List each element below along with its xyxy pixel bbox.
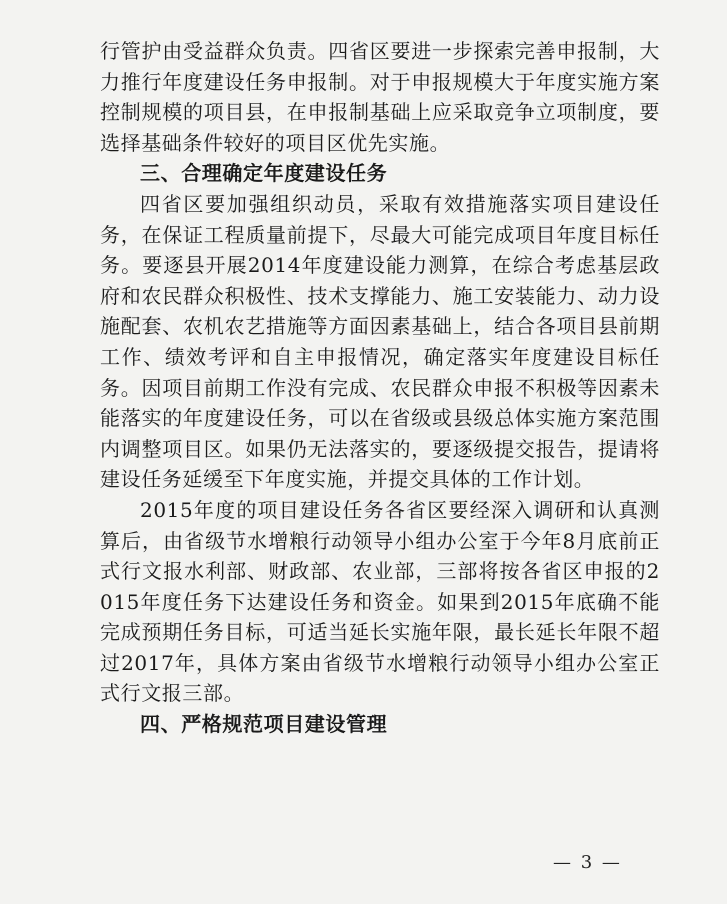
page-number: — 3 — bbox=[553, 852, 622, 873]
section-heading-three: 三、合理确定年度建设任务 bbox=[140, 161, 388, 186]
section-heading-four: 四、严格规范项目建设管理 bbox=[140, 712, 388, 737]
paragraph-construction-tasks: 四省区要加强组织动员，采取有效措施落实项目建设任务，在保证工程质量前提下，尽最大可能完成项目年度目标任务。要逐县开展2014年度建设能力测算，在综合考虑基层政府和农民群众积极性、技术支撑能力、施工安装能力、动力设施配套、农机农艺措施等方面因素基础上，结合各项目县前期工作、绩效考评和自主申报情况，确定落实年度建设目标任务。因项目前期工作没有完成、农民群众申报不积极等因素未能落实的年度建设任务，可以在省级或县级总体实施方案范围内调整项目区。如果仍无法落实的，要逐级提交报告，提请将建设任务延缓至下年度实施，并提交具体的工作计划。 bbox=[100, 191, 660, 492]
paragraph-continuation: 行管护由受益群众负责。四省区要进一步探索完善申报制，大力推行年度建设任务申报制。对于申报规模大于年度实施方案控制规模的项目县，在申报制基础上应采取竞争立项制度，要选择基础条件较好的项目区优先实施。 bbox=[100, 39, 660, 155]
document-body bbox=[100, 36, 660, 740]
paragraph-2015-tasks: 2015年度的项目建设任务各省区要经深入调研和认真测算后，由省级节水增粮行动领导小组办公室于今年8月底前正式行文报水利部、财政部、农业部，三部将按各省区申报的2015年度任务下达建设任务和资金。如果到2015年底确不能完成预期任务目标，可适当延长实施年限，最长延长年限不超过2017年，具体方案由省级节水增粮行动领导小组办公室正式行文报三部。 bbox=[100, 497, 660, 706]
